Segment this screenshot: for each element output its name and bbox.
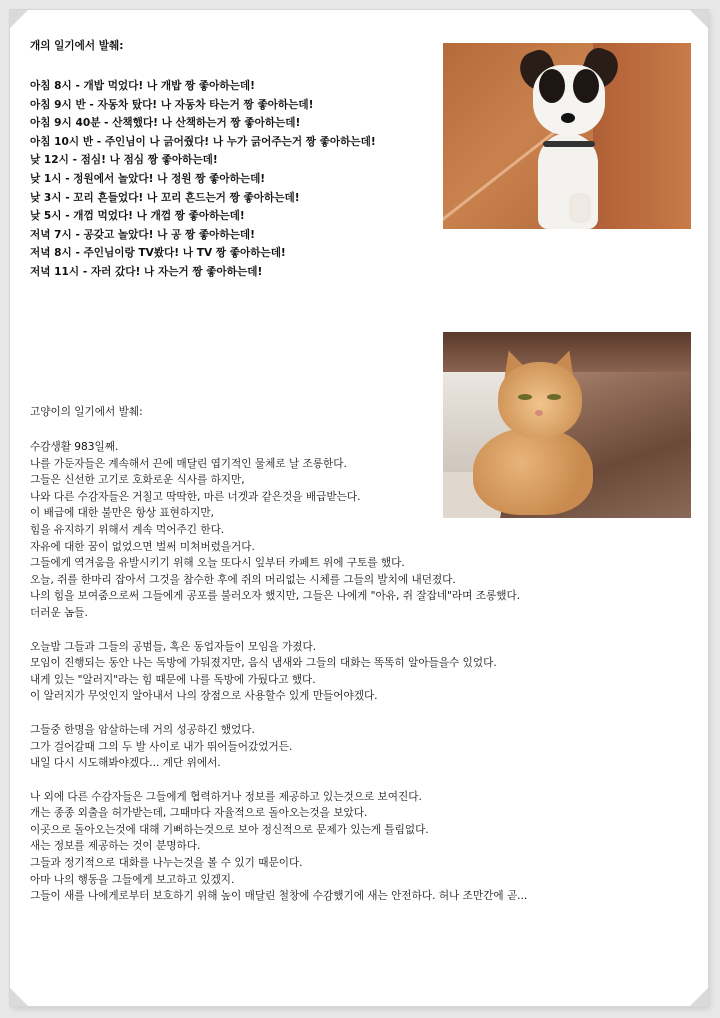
cat-diary-line: 이 배급에 대한 불만은 항상 표현하지만, bbox=[30, 507, 214, 520]
cat-diary-line: 나 외에 다른 수감자들은 그들에게 협력하거나 정보를 제공하고 있는것으로 보여진다. bbox=[30, 790, 422, 803]
cat-diary-line: 그들은 신선한 고기로 호화로운 식사를 하지만, bbox=[30, 474, 245, 487]
cat-diary-line: 모임이 진행되는 동안 나는 독방에 가둬졌지만, 음식 냄새와 그들의 대화는 똑똑히 알아들을수 있었다. bbox=[30, 657, 497, 670]
cat-diary-line: 새는 정보를 제공하는 것이 분명하다. bbox=[30, 840, 201, 853]
dog-diary-line: 저녁 7시 - 공갖고 놀았다! 나 공 짱 좋아하는데! bbox=[30, 228, 255, 241]
dog-diary-line: 아침 10시 반 - 주인님이 나 긁어줬다! 나 누가 긁어주는거 짱 좋아하는데! bbox=[30, 135, 376, 148]
cat-diary-line: 그들이 새를 나에게로부터 보호하기 위해 높이 매달린 철창에 수감했기에 새는 안전하다. 허나 조만간에 곧... bbox=[30, 890, 528, 903]
dog-diary-line: 아침 8시 - 개밥 먹었다! 나 개밥 짱 좋아하는데! bbox=[30, 80, 255, 92]
cat-diary-title: 고양이의 일기에서 발췌: bbox=[30, 406, 143, 418]
cat-diary-line: 아마 나의 행동을 그들에게 보고하고 있겠지. bbox=[30, 873, 235, 886]
cat-diary-line: 내일 다시 시도해봐야겠다... 계단 위에서. bbox=[30, 757, 221, 770]
dog-diary-line: 낮 1시 - 정원에서 놀았다! 나 정원 짱 좋아하는데! bbox=[30, 172, 266, 185]
dog-diary-line: 저녁 8시 - 주인님이랑 TV봤다! 나 TV 짱 좋아하는데! bbox=[30, 247, 286, 260]
dog-diary-line: 저녁 11시 - 자러 갔다! 나 자는거 짱 좋아하는데! bbox=[30, 265, 263, 278]
dog-diary-line: 낮 5시 - 개껌 먹었다! 나 개껌 짱 좋아하는데! bbox=[30, 210, 245, 223]
page-corner-bottom-right bbox=[690, 988, 708, 1006]
dog-photo bbox=[443, 43, 691, 229]
cat-diary-paragraph bbox=[30, 789, 690, 905]
cat-diary-section bbox=[30, 404, 690, 922]
dog-figure-nose bbox=[561, 113, 575, 123]
cat-diary-paragraph bbox=[30, 639, 690, 705]
cat-diary-line: 그들과 정기적으로 대화를 나누는것을 볼 수 있기 때문이다. bbox=[30, 857, 303, 870]
page-corner-bottom-left bbox=[10, 988, 28, 1006]
cat-diary-line: 내게 있는 "알러지"라는 힘 때문에 나를 독방에 가뒀다고 했다. bbox=[30, 673, 316, 686]
cat-diary-line: 그가 걸어갈때 그의 두 발 사이로 내가 뛰어들어갔었거든. bbox=[30, 740, 293, 753]
dog-figure-left-patch bbox=[539, 69, 565, 103]
dog-diary-section bbox=[30, 38, 450, 282]
dog-figure-right-patch bbox=[573, 69, 599, 103]
cat-diary-line: 오늘, 쥐를 한마리 잡아서 그것을 참수한 후에 쥐의 머리없는 시체를 그들의 발치에 내던졌다. bbox=[30, 573, 456, 586]
cat-diary-paragraph bbox=[30, 722, 690, 772]
cat-diary-line: 자유에 대한 꿈이 없었으면 벌써 미쳐버렸을거다. bbox=[30, 540, 255, 553]
page-corner-top-right bbox=[690, 10, 708, 28]
dog-diary-line: 낮 3시 - 꼬리 흔들었다! 나 꼬리 흔드는거 짱 좋아하는데! bbox=[30, 191, 300, 204]
dog-diary-line: 아침 9시 반 - 자동차 탔다! 나 자동차 타는거 짱 좋아하는데! bbox=[30, 98, 314, 111]
cat-diary-line: 그들에게 역겨움을 유발시키기 위해 오늘 또다시 잎부터 카페트 위에 구토를 했다. bbox=[30, 557, 405, 570]
dog-diary-title: 개의 일기에서 발췌: bbox=[30, 40, 124, 52]
cat-figure-right-eye bbox=[547, 394, 561, 400]
cat-diary-line: 개는 종종 외출을 허가받는데, 그때마다 자율적으로 돌아오는것을 보았다. bbox=[30, 807, 368, 820]
page-corner-top-left bbox=[10, 10, 28, 28]
cat-diary-line: 이 알러지가 무엇인지 알아내서 나의 장점으로 사용할수 있게 만들어야겠다. bbox=[30, 690, 378, 703]
cat-diary-line: 힘을 유지하기 위해서 계속 먹어주긴 한다. bbox=[30, 523, 225, 536]
cat-diary-paragraph bbox=[30, 439, 690, 622]
cat-diary-line: 그들중 한명을 암살하는데 거의 성공하긴 했었다. bbox=[30, 723, 255, 736]
dog-figure-collar bbox=[543, 141, 595, 147]
cat-diary-line: 나의 힘을 보여줌으로써 그들에게 공포를 불러오자 했지만, 그들은 나에게 "아유, 쥐 잘잡네"라며 조롱했다. bbox=[30, 590, 521, 603]
cat-diary-line: 나와 다른 수감자들은 거칠고 딱딱한, 마른 너겟과 같은것을 배급받는다. bbox=[30, 490, 361, 503]
cat-figure-left-eye bbox=[518, 394, 532, 400]
cat-diary-line: 오늘밤 그들과 그들의 공범들, 혹은 동업자들이 모임을 가졌다. bbox=[30, 640, 317, 653]
dog-diary-line: 낮 12시 - 점심! 나 점심 짱 좋아하는데! bbox=[30, 154, 218, 167]
cat-diary-line: 더러운 놈들. bbox=[30, 606, 88, 619]
dog-figure-paw bbox=[569, 193, 591, 223]
document-page bbox=[10, 10, 708, 1006]
cat-diary-line: 수감생활 983일째. bbox=[30, 441, 119, 453]
cat-diary-line: 이곳으로 돌아오는것에 대해 기뻐하는것으로 보아 정신적으로 문제가 있는게 틀림없다. bbox=[30, 823, 429, 836]
cat-diary-line: 나를 가둔자들은 계속해서 끈에 매달린 엽기적인 물체로 날 조롱한다. bbox=[30, 457, 347, 470]
dog-diary-line: 아침 9시 40분 - 산책했다! 나 산책하는거 짱 좋아하는데! bbox=[30, 117, 301, 130]
